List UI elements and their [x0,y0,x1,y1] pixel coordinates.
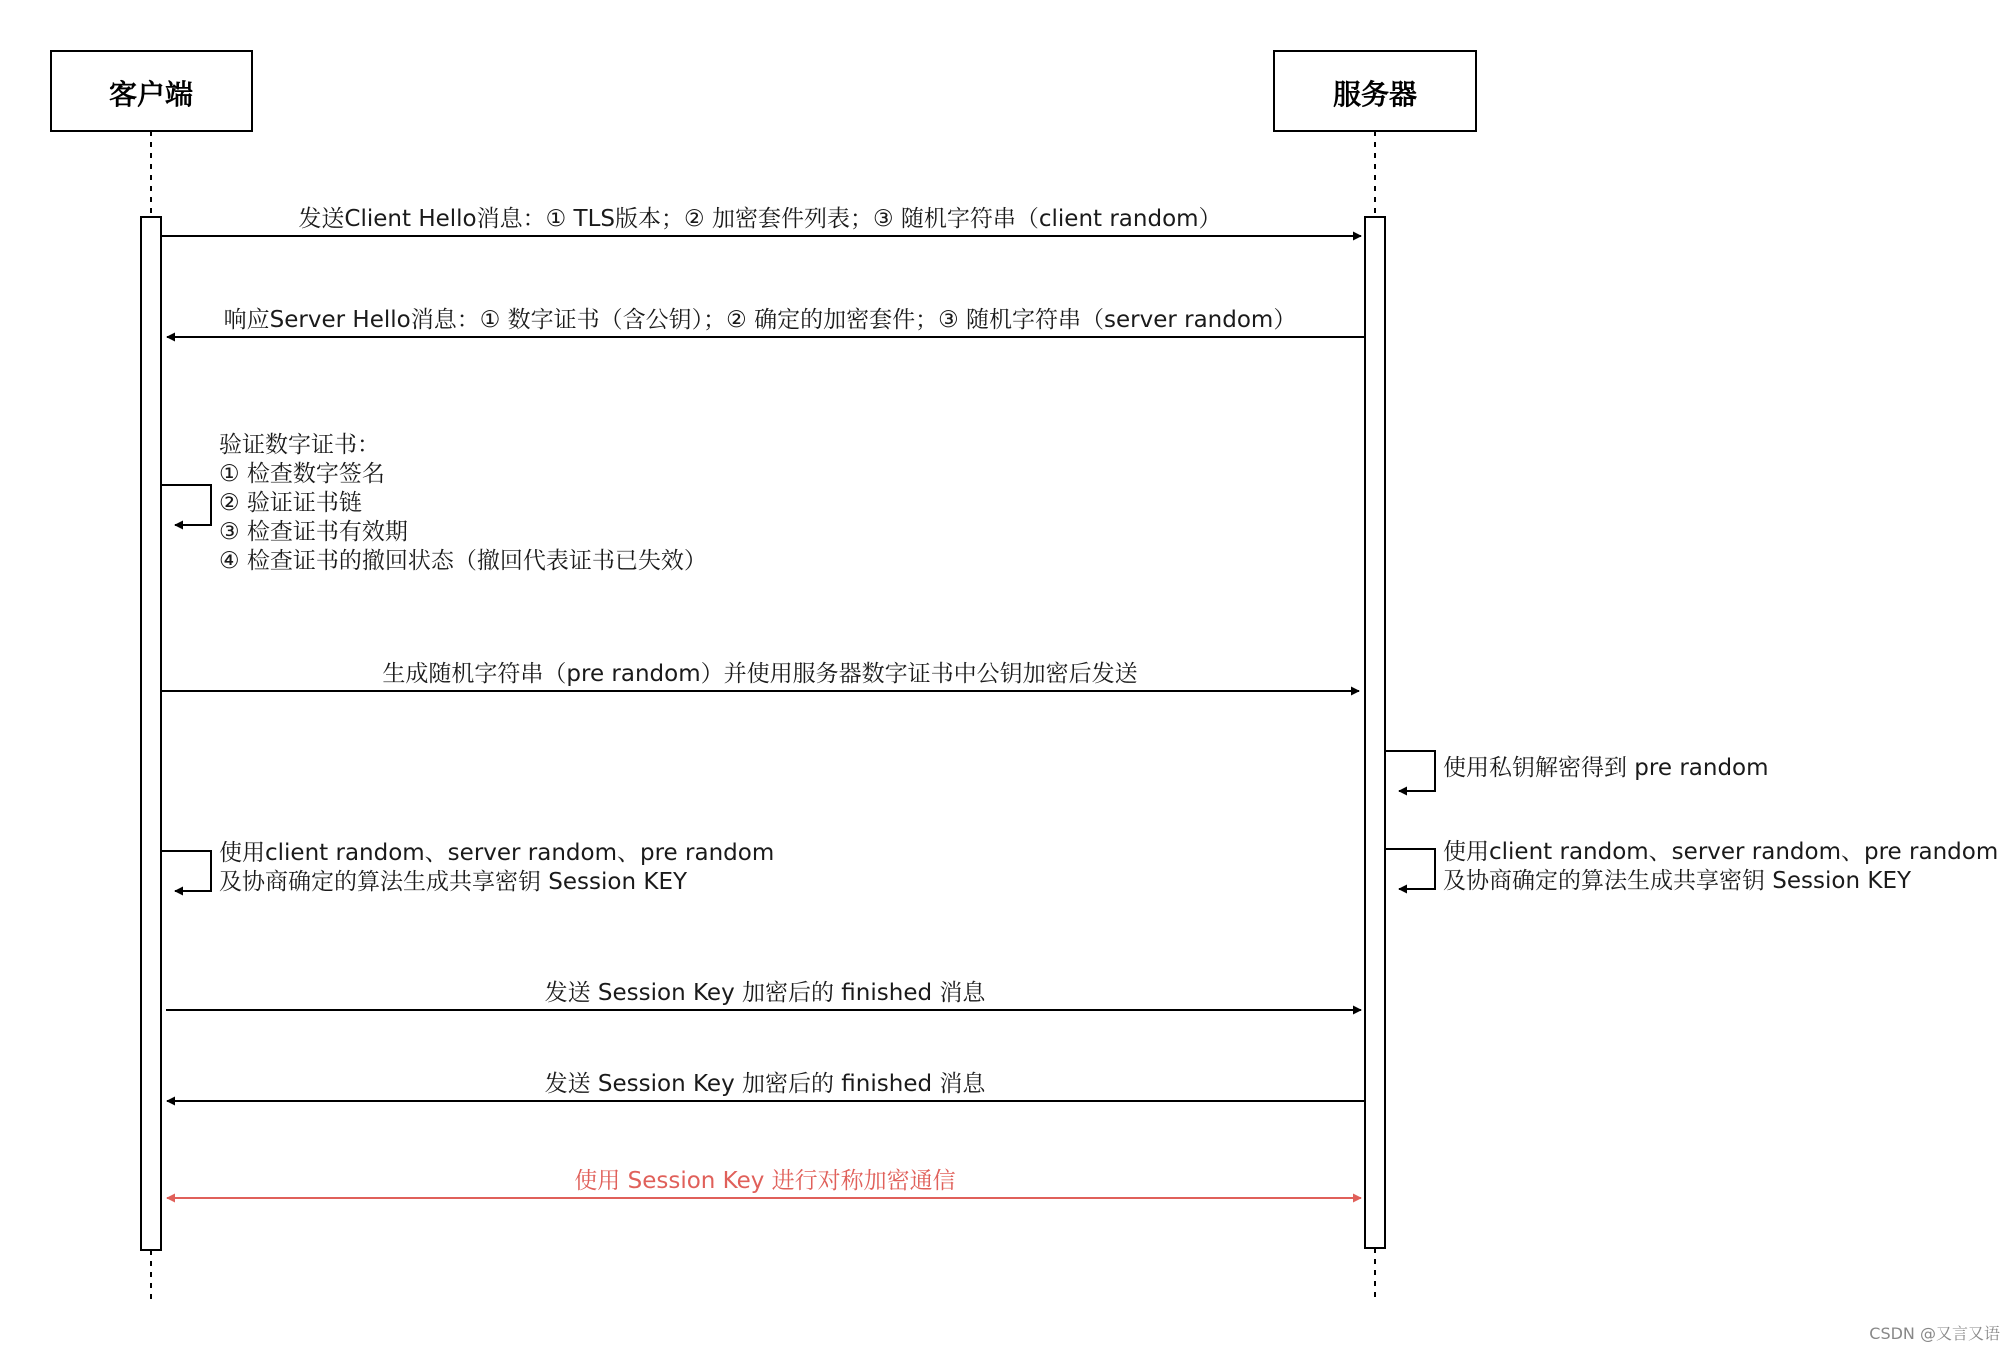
symmetric-label: 使用 Session Key 进行对称加密通信 [574,1168,956,1194]
verify-step-4: ④ 检查证书的撤回状态（撤回代表证书已失效） [219,548,707,574]
server-session-label-line1: 使用client random、server random、pre random [1443,839,1999,865]
client-finished-message [166,980,1361,1010]
server-finished-label: 发送 Session Key 加密后的 finished 消息 [544,1071,986,1097]
watermark: CSDN @又言又语 [1869,1324,2000,1343]
client-session-label-line2: 及协商确定的算法生成共享密钥 Session KEY [219,869,688,895]
server-finished-message [167,1071,1365,1101]
server-session-self-arrow [1385,849,1435,889]
client-hello-message [161,206,1361,236]
server-decrypt-self-arrow [1385,751,1435,791]
server-activation-bar [1365,217,1385,1248]
server-decrypt-self-message [1385,751,1769,791]
verify-step-2: ② 验证证书链 [219,490,362,516]
client-actor [51,51,252,131]
verify-certificate-self-message [161,432,707,574]
verify-title: 验证数字证书： [219,432,380,458]
client-session-label-line1: 使用client random、server random、pre random [219,840,775,866]
client-session-self-arrow [161,851,211,891]
client-hello-label: 发送Client Hello消息：① TLS版本；② 加密套件列表；③ 随机字符串（client random） [298,206,1222,232]
server-hello-message [167,307,1365,337]
client-session-key-self-message [161,840,774,895]
server-session-label-line2: 及协商确定的算法生成共享密钥 Session KEY [1443,868,1912,894]
client-actor-label: 客户端 [108,78,194,111]
server-session-key-self-message [1385,839,1998,894]
verify-step-1: ① 检查数字签名 [219,461,385,487]
server-actor [1274,51,1476,131]
pre-random-label: 生成随机字符串（pre random）并使用服务器数字证书中公钥加密后发送 [382,661,1138,687]
pre-random-message [161,661,1359,691]
server-actor-label: 服务器 [1332,78,1418,111]
verify-step-3: ③ 检查证书有效期 [219,519,408,545]
symmetric-communication-message [167,1168,1361,1198]
server-decrypt-label: 使用私钥解密得到 pre random [1443,755,1769,781]
verify-self-arrow [161,485,211,525]
client-activation-bar [141,217,161,1250]
server-hello-label: 响应Server Hello消息：① 数字证书（含公钥）；② 确定的加密套件；③ 随机字符串（server random） [223,307,1297,333]
client-finished-label: 发送 Session Key 加密后的 finished 消息 [544,980,986,1006]
